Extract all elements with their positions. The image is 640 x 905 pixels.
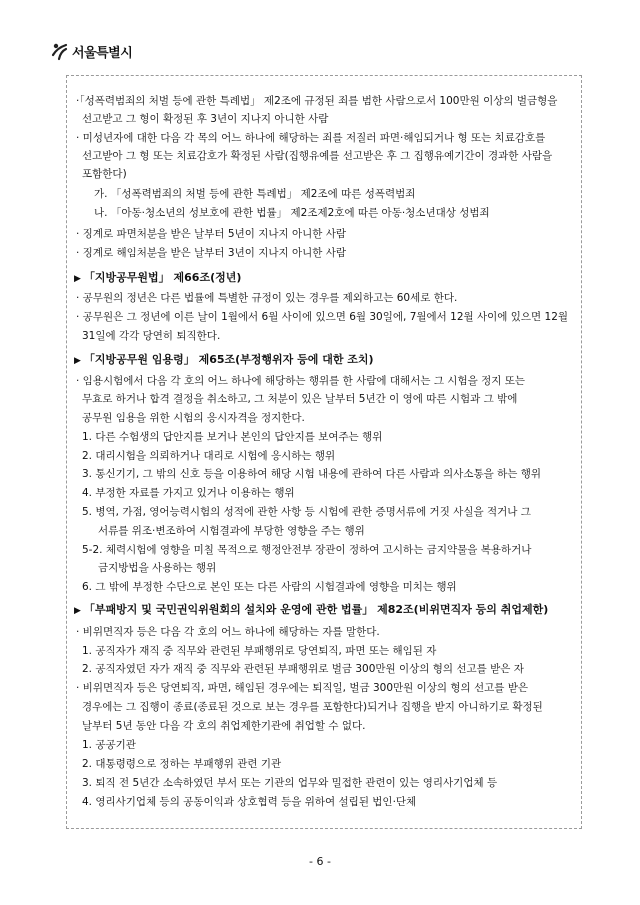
triangle-bullet-icon: ▶: [74, 606, 81, 616]
text-line: 경우에는 그 집행이 종료(종료된 것으로 보는 경우를 포함한다)되거나 집행을 받지 아니하기로 확정된: [82, 701, 543, 713]
text-line: · 비위면직자 등은 당연퇴직, 파면, 해임된 경우에는 퇴직일, 벌금 300만원 이상의 형의 선고를 받은: [76, 682, 529, 694]
list-item: 2. 대리시험을 의뢰하거나 대리로 시험에 응시하는 행위: [82, 450, 336, 462]
text-line: 선고받아 그 형 또는 치료감호가 확정된 사람(집행유예를 선고받은 후 그 집행유예기간이 경과한 사람을: [82, 150, 553, 162]
text-line: 가. 「성폭력범죄의 처벌 등에 관한 특례법」 제2조에 따른 성폭력범죄: [94, 188, 416, 200]
section-heading: ▶ 「지방공무원법」 제66조(정년): [74, 271, 242, 284]
logo-text: 서울특별시: [72, 45, 133, 61]
list-item: 2. 대통령령으로 정하는 부패행위 관련 기관: [82, 758, 282, 770]
list-item: 4. 영리사기업체 등의 공동이익과 상호협력 등을 위하여 설립된 법인·단체: [82, 796, 417, 808]
section-heading: ▶ 「지방공무원 임용령」 제65조(부정행위자 등에 대한 조치): [74, 353, 374, 366]
text-line: 서류를 위조·변조하여 시험결과에 부당한 영향을 주는 행위: [98, 525, 365, 537]
list-item: 1. 공직자가 재직 중 직무와 관련된 부패행위로 당연퇴직, 파면 또는 해임된 자: [82, 645, 437, 657]
list-item: 5-2. 체력시험에 영향을 미칠 목적으로 행정안전부 장관이 정하여 고시하는 금지약물을 복용하거나: [82, 544, 532, 556]
text-line: 포함한다): [82, 168, 127, 180]
text-line: 선고받고 그 형이 확정된 후 3년이 지나지 아니한 사람: [82, 113, 329, 125]
list-item: 1. 공공기관: [82, 739, 136, 751]
seoul-logo-icon: [50, 41, 70, 61]
text-line: 날부터 5년 동안 다음 각 호의 취업제한기관에 취업할 수 없다.: [82, 720, 366, 732]
list-item: 6. 그 밖에 부정한 수단으로 본인 또는 다른 사람의 시험결과에 영향을 미치는 행위: [82, 581, 457, 593]
text-line: · 징계로 파면처분을 받은 날부터 5년이 지나지 아니한 사람: [76, 228, 347, 240]
text-line: · 징계로 해임처분을 받은 날부터 3년이 지나지 아니한 사람: [76, 247, 347, 259]
text-line: 무효로 하거나 합격 결정을 취소하고, 그 처분이 있은 날부터 5년간 이 영에 따른 시험과 그 밖에: [82, 393, 518, 405]
triangle-bullet-icon: ▶: [74, 356, 81, 366]
triangle-bullet-icon: ▶: [74, 274, 81, 284]
list-item: 1. 다른 수험생의 답안지를 보거나 본인의 답안지를 보여주는 행위: [82, 431, 383, 443]
page-number: - 6 -: [309, 855, 331, 868]
text-line: · 임용시험에서 다음 각 호의 어느 하나에 해당하는 행위를 한 사람에 대해서는 그 시험을 정지 또는: [76, 375, 525, 387]
list-item: 3. 통신기기, 그 밖의 신호 등을 이용하여 해당 시험 내용에 관하여 다른 사람과 의사소통을 하는 행위: [82, 468, 541, 480]
text-line: · 비위면직자 등은 다음 각 호의 어느 하나에 해당하는 자를 말한다.: [76, 626, 380, 638]
text-line: 공무원 임용을 위한 시험의 응시자격을 정지한다.: [82, 412, 305, 424]
text-line: ·「성폭력범죄의 처벌 등에 관한 특례법」 제2조에 규정된 죄를 범한 사람으로서 100만원 이상의 벌금형을: [76, 95, 558, 107]
text-line: 나. 「아동·청소년의 성보호에 관한 법률」 제2조제2호에 따른 아동·청소년대상 성범죄: [94, 207, 490, 219]
text-line: · 미성년자에 대한 다음 각 목의 어느 하나에 해당하는 죄를 저질러 파면·해임되거나 형 또는 치료감호를: [76, 132, 546, 144]
text-line: · 공무원은 그 정년에 이른 날이 1월에서 6월 사이에 있으면 6월 30일에, 7월에서 12월 사이에 있으면 12월: [76, 311, 569, 323]
list-item: 5. 병역, 가점, 영어능력시험의 성적에 관한 사항 등 시험에 관한 증명서류에 거짓 사실을 적거나 그: [82, 506, 531, 518]
text-line: 금지방법을 사용하는 행위: [98, 562, 217, 574]
text-line: · 공무원의 정년은 다른 법률에 특별한 규정이 있는 경우를 제외하고는 60세로 한다.: [76, 292, 458, 304]
seoul-logo: [50, 41, 132, 61]
list-item: 4. 부정한 자료를 가지고 있거나 이용하는 행위: [82, 487, 295, 499]
list-item: 3. 퇴직 전 5년간 소속하였던 부서 또는 기관의 업무와 밀접한 관련이 있는 영리사기업체 등: [82, 777, 498, 789]
text-line: 31일에 각각 당연히 퇴직한다.: [82, 330, 221, 342]
section-heading: ▶ 「부패방지 및 국민권익위원회의 설치와 운영에 관한 법률」 제82조(비위면직자 등의 취업제한): [74, 603, 549, 616]
list-item: 2. 공직자였던 자가 재직 중 직무와 관련된 부패행위로 벌금 300만원 이상의 형의 선고를 받은 자: [82, 663, 524, 675]
